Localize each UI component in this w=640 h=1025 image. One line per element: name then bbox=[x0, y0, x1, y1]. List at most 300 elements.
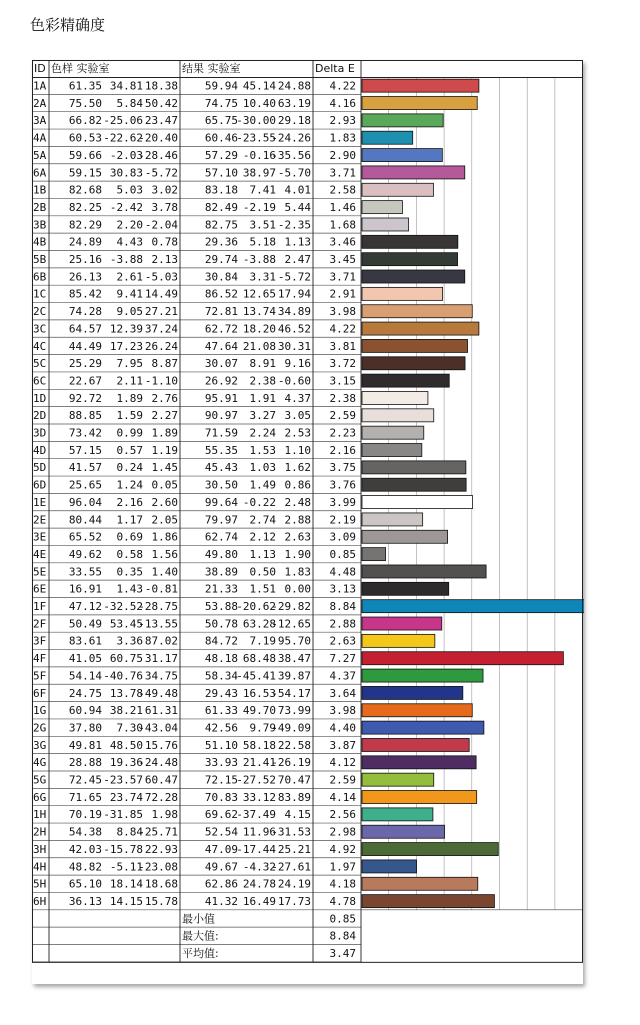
cell-result-a: 1.91 bbox=[249, 391, 276, 405]
cell-result-a: 7.19 bbox=[249, 634, 276, 648]
cell-result-b: -26.19 bbox=[271, 756, 311, 770]
cell-result-a: 1.53 bbox=[249, 443, 276, 457]
cell-result-b: 1.90 bbox=[284, 547, 311, 561]
cell-sample-b: 87.02 bbox=[144, 634, 178, 648]
cell-result-l: 83.18 bbox=[204, 183, 238, 197]
cell-id: 5B bbox=[33, 253, 47, 266]
cell-sample-b: 18.38 bbox=[144, 79, 178, 93]
cell-sample-b: 1.98 bbox=[151, 808, 178, 822]
cell-sample-l: 66.82 bbox=[68, 114, 102, 128]
cell-id: 1D bbox=[33, 391, 47, 405]
summary-label: 平均值: bbox=[182, 947, 219, 960]
cell-sample-a: 14.15 bbox=[109, 894, 143, 908]
cell-delta-e: 0.85 bbox=[329, 547, 356, 561]
cell-sample-l: 73.42 bbox=[68, 426, 102, 440]
cell-sample-b: 37.24 bbox=[144, 322, 178, 336]
cell-id: 6F bbox=[33, 686, 47, 700]
cell-delta-e: 3.99 bbox=[329, 495, 356, 509]
cell-sample-b: -1.10 bbox=[144, 374, 178, 388]
cell-result-l: 47.64 bbox=[204, 339, 238, 353]
cell-result-l: 62.86 bbox=[204, 877, 238, 891]
cell-id: 2H bbox=[33, 825, 47, 839]
cell-sample-l: 41.57 bbox=[68, 461, 102, 475]
cell-sample-b: 15.78 bbox=[144, 894, 178, 908]
cell-result-a: -27.52 bbox=[236, 773, 276, 787]
cell-result-a: 3.51 bbox=[249, 218, 276, 232]
cell-sample-l: 82.25 bbox=[68, 200, 102, 214]
cell-result-l: 57.29 bbox=[204, 148, 238, 162]
cell-sample-b: -24.48 bbox=[138, 756, 178, 770]
cell-sample-a: 17.23 bbox=[109, 339, 143, 353]
cell-delta-e: 2.88 bbox=[329, 617, 356, 631]
delta-e-bar bbox=[362, 738, 469, 751]
cell-result-a: -3.88 bbox=[242, 253, 276, 266]
cell-sample-l: 33.55 bbox=[68, 565, 102, 579]
cell-result-b: 70.47 bbox=[277, 773, 311, 787]
cell-result-l: 82.49 bbox=[204, 200, 238, 214]
cell-result-b: 39.87 bbox=[277, 669, 311, 683]
delta-e-bar bbox=[362, 461, 466, 474]
cell-result-b: 34.89 bbox=[277, 305, 311, 319]
cell-result-b: 0.00 bbox=[284, 582, 311, 596]
cell-delta-e: 2.59 bbox=[329, 409, 356, 423]
delta-e-bar bbox=[362, 756, 476, 769]
cell-sample-l: 59.66 bbox=[68, 148, 102, 162]
cell-result-b: 30.31 bbox=[277, 339, 311, 353]
cell-result-l: 45.43 bbox=[204, 461, 238, 475]
cell-result-l: 42.56 bbox=[204, 721, 238, 735]
delta-e-bar bbox=[362, 183, 433, 196]
cell-id: 3F bbox=[33, 634, 47, 648]
cell-sample-l: 50.49 bbox=[68, 617, 102, 631]
cell-sample-l: 88.85 bbox=[68, 409, 102, 423]
table-row bbox=[32, 791, 361, 806]
cell-result-a: -2.19 bbox=[242, 200, 276, 214]
table-row bbox=[32, 149, 361, 164]
cell-sample-b: -2.04 bbox=[144, 218, 178, 232]
cell-sample-a: 5.03 bbox=[116, 183, 143, 197]
cell-id: 2C bbox=[33, 305, 47, 319]
table-row bbox=[32, 826, 361, 841]
cell-sample-l: 25.16 bbox=[68, 253, 102, 266]
cell-result-b: -24.26 bbox=[271, 131, 311, 145]
header-row bbox=[33, 61, 583, 78]
cell-id: 5H bbox=[33, 877, 47, 891]
cell-result-l: 57.10 bbox=[204, 166, 238, 180]
table-row bbox=[32, 808, 361, 823]
cell-result-l: 41.32 bbox=[204, 894, 238, 908]
cell-sample-b: 1.45 bbox=[151, 461, 178, 475]
cell-sample-a: 0.69 bbox=[116, 530, 143, 544]
cell-id: 3H bbox=[33, 842, 47, 856]
cell-sample-l: 82.68 bbox=[68, 183, 102, 197]
cell-sample-a: 1.17 bbox=[116, 513, 143, 527]
cell-delta-e: 2.63 bbox=[329, 634, 356, 648]
delta-e-bar bbox=[362, 895, 494, 908]
cell-sample-a: 53.45 bbox=[109, 617, 143, 631]
cell-sample-b: 1.40 bbox=[151, 565, 178, 579]
cell-sample-b: 1.89 bbox=[151, 426, 178, 440]
cell-sample-b: 34.75 bbox=[144, 669, 178, 683]
delta-e-bar bbox=[362, 478, 466, 491]
cell-result-a: 1.13 bbox=[249, 547, 276, 561]
cell-sample-b: -20.40 bbox=[138, 131, 178, 145]
cell-result-b: 4.01 bbox=[284, 183, 311, 197]
cell-result-b: 63.19 bbox=[277, 96, 311, 110]
cell-sample-l: 92.72 bbox=[68, 391, 102, 405]
table-row bbox=[32, 427, 361, 442]
cell-sample-a: 18.14 bbox=[109, 877, 143, 891]
table-row bbox=[32, 288, 361, 303]
delta-e-bar bbox=[362, 686, 463, 699]
delta-e-bar bbox=[362, 808, 433, 821]
cell-delta-e: 3.72 bbox=[329, 357, 356, 371]
table-row bbox=[32, 548, 361, 563]
cell-id: 4F bbox=[33, 652, 47, 666]
delta-e-bar bbox=[362, 270, 465, 283]
delta-e-bar bbox=[362, 513, 423, 526]
cell-result-l: 99.64 bbox=[204, 495, 238, 509]
cell-sample-l: 28.88 bbox=[68, 756, 102, 770]
cell-result-b: -5.72 bbox=[277, 270, 311, 284]
cell-result-a: 13.74 bbox=[242, 305, 276, 319]
cell-sample-b: 3.02 bbox=[151, 183, 178, 197]
cell-id: 6A bbox=[33, 166, 47, 180]
cell-sample-b: -28.46 bbox=[138, 148, 178, 162]
cell-result-a: 24.78 bbox=[242, 877, 276, 891]
cell-sample-b: 26.24 bbox=[144, 339, 178, 353]
cell-id: 3E bbox=[33, 530, 47, 544]
cell-result-a: 0.50 bbox=[249, 565, 276, 579]
cell-id: 4G bbox=[33, 756, 47, 770]
cell-delta-e: 4.37 bbox=[329, 669, 356, 683]
cell-id: 1B bbox=[33, 183, 47, 197]
cell-result-b: 29.18 bbox=[277, 114, 311, 128]
cell-result-l: 62.74 bbox=[204, 530, 238, 544]
delta-e-bar bbox=[362, 97, 477, 110]
cell-id: 4H bbox=[33, 860, 47, 874]
cell-sample-a: 1.43 bbox=[116, 582, 143, 596]
cell-sample-a: 9.05 bbox=[116, 305, 143, 319]
cell-sample-l: 36.13 bbox=[68, 894, 102, 908]
cell-sample-a: 48.50 bbox=[109, 738, 143, 752]
cell-delta-e: 3.76 bbox=[329, 478, 356, 492]
delta-e-bar bbox=[362, 600, 584, 613]
cell-result-b: 17.73 bbox=[277, 894, 311, 908]
color-accuracy-table bbox=[32, 60, 584, 985]
cell-sample-b: -43.04 bbox=[138, 721, 178, 735]
cell-result-a: 49.70 bbox=[242, 704, 276, 718]
cell-sample-l: 74.28 bbox=[68, 305, 102, 319]
delta-e-bar bbox=[362, 860, 417, 873]
delta-e-bar bbox=[362, 634, 435, 647]
cell-id: 1A bbox=[33, 79, 47, 93]
delta-e-bar bbox=[362, 305, 472, 318]
cell-result-a: 2.12 bbox=[249, 530, 276, 544]
cell-sample-l: 41.05 bbox=[68, 652, 102, 666]
table-row bbox=[32, 322, 361, 337]
cell-id: 6E bbox=[33, 582, 47, 596]
cell-result-a: -0.22 bbox=[242, 495, 276, 509]
cell-result-b: 24.19 bbox=[277, 877, 311, 891]
cell-result-b: 4.15 bbox=[284, 808, 311, 822]
cell-sample-b: -13.55 bbox=[138, 617, 178, 631]
header-delta-e: Delta E bbox=[315, 62, 355, 75]
page-title: 色彩精确度 bbox=[30, 16, 106, 34]
cell-result-b: 46.52 bbox=[277, 322, 311, 336]
cell-result-l: 90.97 bbox=[204, 409, 238, 423]
cell-result-a: 33.12 bbox=[242, 790, 276, 804]
cell-sample-l: 54.14 bbox=[68, 669, 102, 683]
cell-id: 5G bbox=[33, 773, 47, 787]
table-row bbox=[32, 721, 361, 736]
cell-result-b: 0.86 bbox=[284, 478, 311, 492]
cell-sample-l: 72.45 bbox=[68, 773, 102, 787]
cell-delta-e: 2.93 bbox=[329, 114, 356, 128]
cell-result-b: 2.47 bbox=[284, 253, 311, 266]
cell-sample-l: 64.57 bbox=[68, 322, 102, 336]
cell-result-a: 2.24 bbox=[249, 426, 276, 440]
cell-sample-b: 2.05 bbox=[151, 513, 178, 527]
cell-result-b: 2.88 bbox=[284, 513, 311, 527]
cell-id: 4D bbox=[33, 443, 47, 457]
cell-sample-l: 49.62 bbox=[68, 547, 102, 561]
cell-id: 1F bbox=[33, 600, 47, 613]
cell-delta-e: 1.83 bbox=[329, 131, 356, 145]
cell-delta-e: 3.71 bbox=[329, 270, 356, 284]
cell-id: 5D bbox=[33, 461, 47, 475]
delta-e-bar bbox=[362, 339, 468, 352]
cell-sample-b: 22.93 bbox=[144, 842, 178, 856]
cell-sample-b: 2.60 bbox=[151, 495, 178, 509]
table-row bbox=[32, 357, 361, 372]
cell-result-a: 45.14 bbox=[242, 79, 276, 93]
cell-result-b: -27.61 bbox=[271, 860, 311, 874]
cell-result-b: -12.65 bbox=[271, 617, 311, 631]
cell-id: 6B bbox=[33, 270, 47, 284]
cell-sample-a: -2.42 bbox=[109, 200, 143, 214]
cell-sample-b: 0.05 bbox=[151, 478, 178, 492]
cell-result-l: 58.34 bbox=[204, 669, 238, 683]
cell-result-a: 10.40 bbox=[242, 96, 276, 110]
cell-result-a: 12.65 bbox=[242, 287, 276, 301]
cell-sample-b: 23.47 bbox=[144, 114, 178, 128]
cell-id: 6D bbox=[33, 478, 47, 492]
cell-result-a: 8.91 bbox=[249, 357, 276, 371]
cell-sample-a: 1.24 bbox=[116, 478, 143, 492]
cell-id: 3D bbox=[33, 426, 47, 440]
cell-result-b: 1.62 bbox=[284, 461, 311, 475]
cell-id: 5E bbox=[33, 565, 47, 579]
cell-sample-l: 48.82 bbox=[68, 860, 102, 874]
cell-result-l: 38.89 bbox=[204, 565, 238, 579]
cell-delta-e: 3.75 bbox=[329, 461, 356, 475]
cell-sample-l: 24.75 bbox=[68, 686, 102, 700]
cell-sample-l: 83.61 bbox=[68, 634, 102, 648]
cell-sample-l: 65.10 bbox=[68, 877, 102, 891]
cell-delta-e: 3.15 bbox=[329, 374, 356, 388]
delta-e-bar bbox=[362, 374, 449, 387]
cell-sample-l: 85.42 bbox=[68, 287, 102, 301]
cell-sample-b: 2.13 bbox=[151, 253, 178, 266]
cell-id: 6C bbox=[33, 374, 47, 388]
delta-e-bar bbox=[362, 235, 458, 248]
cell-sample-a: 12.39 bbox=[109, 322, 143, 336]
cell-sample-a: 0.35 bbox=[116, 565, 143, 579]
cell-result-b: 83.89 bbox=[277, 790, 311, 804]
delta-e-bar bbox=[362, 426, 424, 439]
cell-result-l: 33.93 bbox=[204, 756, 238, 770]
cell-delta-e: 3.71 bbox=[329, 166, 356, 180]
cell-sample-a: -32.52 bbox=[103, 600, 143, 613]
cell-delta-e: 4.18 bbox=[329, 877, 356, 891]
cell-sample-a: 38.21 bbox=[109, 704, 143, 718]
cell-sample-a: 7.30 bbox=[116, 721, 143, 735]
table-row bbox=[32, 704, 361, 719]
cell-delta-e: 4.22 bbox=[329, 79, 356, 93]
cell-delta-e: 8.84 bbox=[329, 600, 356, 613]
cell-id: 1E bbox=[33, 495, 47, 509]
delta-e-bar bbox=[362, 530, 448, 543]
cell-sample-a: 2.16 bbox=[116, 495, 143, 509]
cell-sample-b: -23.08 bbox=[138, 860, 178, 874]
cell-result-a: 1.51 bbox=[249, 582, 276, 596]
table-row bbox=[32, 669, 361, 684]
cell-result-b: 1.10 bbox=[284, 443, 311, 457]
cell-id: 2E bbox=[33, 513, 47, 527]
cell-sample-b: -49.48 bbox=[138, 686, 178, 700]
cell-result-a: 1.03 bbox=[249, 461, 276, 475]
table-row bbox=[32, 531, 361, 546]
cell-result-a: 9.79 bbox=[249, 721, 276, 735]
summary-value: 8.84 bbox=[329, 929, 356, 943]
cell-sample-a: 2.11 bbox=[116, 374, 143, 388]
cell-delta-e: 2.56 bbox=[329, 808, 356, 822]
cell-sample-l: 25.29 bbox=[68, 357, 102, 371]
cell-id: 1H bbox=[33, 808, 47, 822]
cell-delta-e: 1.68 bbox=[329, 218, 356, 232]
cell-delta-e: 3.09 bbox=[329, 530, 356, 544]
cell-sample-a: 19.36 bbox=[109, 756, 143, 770]
table-row bbox=[32, 583, 361, 598]
cell-sample-l: 24.89 bbox=[68, 235, 102, 249]
cell-delta-e: 2.91 bbox=[329, 287, 356, 301]
cell-delta-e: 2.19 bbox=[329, 513, 356, 527]
table-row bbox=[32, 513, 361, 528]
cell-id: 2D bbox=[33, 409, 47, 423]
cell-delta-e: 2.90 bbox=[329, 148, 356, 162]
table-row bbox=[32, 270, 361, 285]
cell-result-l: 30.07 bbox=[204, 357, 238, 371]
cell-result-l: 53.88 bbox=[204, 600, 238, 613]
cell-result-l: 48.18 bbox=[204, 652, 238, 666]
delta-e-bar bbox=[362, 496, 473, 509]
cell-result-a: -30.00 bbox=[236, 114, 276, 128]
cell-sample-l: 47.12 bbox=[68, 600, 102, 613]
cell-delta-e: 3.13 bbox=[329, 582, 356, 596]
table-row bbox=[32, 236, 361, 251]
cell-sample-l: 60.53 bbox=[68, 131, 102, 145]
header-result-lab: 结果 实验室 bbox=[182, 62, 241, 75]
cell-sample-a: 13.78 bbox=[109, 686, 143, 700]
cell-delta-e: 4.78 bbox=[329, 894, 356, 908]
cell-id: 2F bbox=[33, 617, 47, 631]
cell-result-b: 22.58 bbox=[277, 738, 311, 752]
delta-e-bar bbox=[362, 843, 498, 856]
delta-e-bar bbox=[362, 652, 563, 665]
table-row bbox=[32, 600, 361, 615]
cell-sample-a: -5.11 bbox=[109, 860, 143, 874]
cell-delta-e: 3.98 bbox=[329, 305, 356, 319]
cell-sample-l: 54.38 bbox=[68, 825, 102, 839]
cell-sample-a: 4.43 bbox=[116, 235, 143, 249]
delta-e-bar bbox=[362, 131, 413, 144]
cell-result-l: 95.91 bbox=[204, 391, 238, 405]
cell-sample-a: 0.58 bbox=[116, 547, 143, 561]
cell-id: 6G bbox=[33, 790, 47, 804]
cell-sample-l: 25.65 bbox=[68, 478, 102, 492]
cell-result-l: 60.46 bbox=[204, 131, 238, 145]
cell-sample-a: 1.89 bbox=[116, 391, 143, 405]
cell-result-l: 79.97 bbox=[204, 513, 238, 527]
cell-delta-e: 3.46 bbox=[329, 235, 356, 249]
cell-sample-b: 0.78 bbox=[151, 235, 178, 249]
cell-result-b: 24.88 bbox=[277, 79, 311, 93]
cell-sample-b: -25.71 bbox=[138, 825, 178, 839]
cell-delta-e: 4.12 bbox=[329, 756, 356, 770]
cell-result-l: 30.84 bbox=[204, 270, 238, 284]
table-row bbox=[32, 253, 361, 268]
delta-e-bar bbox=[362, 201, 402, 214]
cell-sample-a: 34.81 bbox=[109, 79, 143, 93]
cell-delta-e: 4.22 bbox=[329, 322, 356, 336]
table-row bbox=[32, 878, 361, 893]
cell-sample-l: 42.03 bbox=[68, 842, 102, 856]
table-row bbox=[32, 496, 361, 511]
cell-result-b: -35.56 bbox=[271, 148, 311, 162]
cell-sample-l: 65.52 bbox=[68, 530, 102, 544]
cell-sample-b: 2.27 bbox=[151, 409, 178, 423]
table-row bbox=[32, 80, 361, 95]
cell-id: 4C bbox=[33, 339, 47, 353]
cell-result-l: 47.09 bbox=[204, 842, 238, 856]
cell-id: 5A bbox=[33, 148, 47, 162]
table-row bbox=[32, 635, 361, 650]
delta-e-bar bbox=[362, 79, 479, 92]
cell-result-l: 65.75 bbox=[204, 114, 238, 128]
cell-sample-l: 26.13 bbox=[68, 270, 102, 284]
cell-sample-a: -31.85 bbox=[103, 808, 143, 822]
delta-e-bar bbox=[362, 565, 486, 578]
cell-id: 6H bbox=[33, 894, 47, 908]
cell-result-l: 72.81 bbox=[204, 305, 238, 319]
cell-id: 1C bbox=[33, 287, 47, 301]
cell-result-b: 4.37 bbox=[284, 391, 311, 405]
cell-result-a: 38.97 bbox=[242, 166, 276, 180]
cell-result-a: 21.08 bbox=[242, 339, 276, 353]
cell-id: 2B bbox=[33, 200, 47, 214]
cell-result-l: 62.72 bbox=[204, 322, 238, 336]
cell-sample-a: 0.57 bbox=[116, 443, 143, 457]
cell-sample-a: 2.61 bbox=[116, 270, 143, 284]
cell-sample-a: 5.84 bbox=[116, 96, 143, 110]
header-id: ID bbox=[34, 62, 46, 75]
cell-sample-a: 30.83 bbox=[109, 166, 143, 180]
table-row bbox=[32, 184, 361, 199]
cell-result-b: 25.21 bbox=[277, 842, 311, 856]
delta-e-bar bbox=[362, 617, 442, 630]
cell-result-a: 18.20 bbox=[242, 322, 276, 336]
